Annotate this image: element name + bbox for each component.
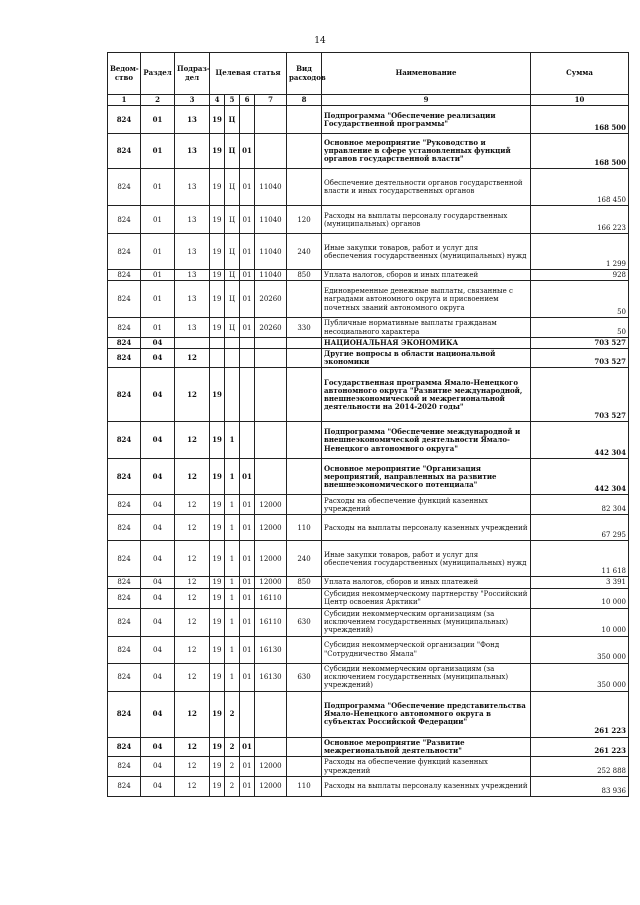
cell-subsection: 12 xyxy=(175,495,210,515)
cell-section: 04 xyxy=(141,636,175,663)
table-row xyxy=(108,541,629,577)
cell-program: 19 xyxy=(210,234,225,270)
cell-section: 04 xyxy=(141,608,175,636)
cell-name: Основное мероприятие "Развитие межрегиональной деятельности" xyxy=(322,737,531,756)
cell-subsection: 12 xyxy=(175,541,210,577)
cell-name: Единовременные денежные выплаты, связанные с наградами автономного округа и присвоением почетных званий автономного округа xyxy=(322,281,531,318)
cell-subsection: 12 xyxy=(175,459,210,495)
cell-program: 19 xyxy=(210,270,225,281)
col-number: 2 xyxy=(141,95,175,106)
cell-event: 01 xyxy=(240,608,255,636)
cell-subprogram xyxy=(225,349,240,368)
cell-expense-type xyxy=(287,349,322,368)
table-row xyxy=(108,318,629,337)
cell-event: 01 xyxy=(240,495,255,515)
cell-program: 19 xyxy=(210,577,225,588)
cell-subprogram: 1 xyxy=(225,588,240,608)
cell-sum: 168 500 xyxy=(531,106,629,134)
cell-section: 04 xyxy=(141,757,175,777)
cell-section: 04 xyxy=(141,337,175,348)
cell-subprogram: 1 xyxy=(225,608,240,636)
table-row xyxy=(108,777,629,797)
cell-direction xyxy=(255,422,287,459)
cell-department: 824 xyxy=(108,777,141,797)
cell-subprogram: 2 xyxy=(225,757,240,777)
cell-section: 04 xyxy=(141,737,175,756)
cell-program: 19 xyxy=(210,777,225,797)
cell-name: Иные закупки товаров, работ и услуг для обеспечения государственных (муниципальных) нужд xyxy=(322,541,531,577)
table-row xyxy=(108,588,629,608)
cell-name: Подпрограмма "Обеспечение представительства Ямало-Ненецкого автономного округа в субъектах Российской Федерации" xyxy=(322,691,531,737)
cell-sum: 350 000 xyxy=(531,663,629,691)
cell-subsection: 12 xyxy=(175,691,210,737)
cell-subprogram: 1 xyxy=(225,515,240,541)
cell-section: 04 xyxy=(141,422,175,459)
cell-sum: 50 xyxy=(531,281,629,318)
header-department: Ведом-ство xyxy=(108,53,141,95)
cell-event: 01 xyxy=(240,577,255,588)
cell-department: 824 xyxy=(108,368,141,422)
cell-section: 04 xyxy=(141,368,175,422)
cell-name: Обеспечение деятельности органов государственной власти и иных государственных органов xyxy=(322,169,531,206)
cell-subprogram xyxy=(225,337,240,348)
table-row xyxy=(108,106,629,134)
cell-expense-type xyxy=(287,459,322,495)
cell-name: Расходы на выплаты персоналу казенных учреждений xyxy=(322,777,531,797)
cell-event: 01 xyxy=(240,234,255,270)
cell-sum: 50 xyxy=(531,318,629,337)
table-row xyxy=(108,422,629,459)
cell-program: 19 xyxy=(210,757,225,777)
cell-subprogram: Ц xyxy=(225,281,240,318)
cell-expense-type xyxy=(287,495,322,515)
cell-sum: 10 000 xyxy=(531,588,629,608)
cell-direction: 16130 xyxy=(255,663,287,691)
cell-expense-type: 120 xyxy=(287,206,322,234)
cell-expense-type xyxy=(287,757,322,777)
cell-subsection: 12 xyxy=(175,636,210,663)
col-number: 9 xyxy=(322,95,531,106)
cell-name: Другие вопросы в области национальной экономики xyxy=(322,349,531,368)
cell-direction xyxy=(255,349,287,368)
cell-section: 01 xyxy=(141,106,175,134)
table-row xyxy=(108,691,629,737)
cell-direction: 16110 xyxy=(255,588,287,608)
cell-expense-type: 110 xyxy=(287,515,322,541)
cell-section: 04 xyxy=(141,515,175,541)
cell-name: Субсидия некоммерческой организации "Фонд "Сотрудничество Ямала" xyxy=(322,636,531,663)
table-row xyxy=(108,281,629,318)
header-subsection: Подраз-дел xyxy=(175,53,210,95)
cell-event xyxy=(240,349,255,368)
cell-expense-type xyxy=(287,368,322,422)
cell-expense-type: 240 xyxy=(287,541,322,577)
cell-direction: 11040 xyxy=(255,234,287,270)
table-row xyxy=(108,757,629,777)
cell-section: 01 xyxy=(141,169,175,206)
cell-program: 19 xyxy=(210,737,225,756)
cell-name: Основное мероприятие "Организация мероприятий, направленных на развитие внешнеэкономического потенциала" xyxy=(322,459,531,495)
cell-department: 824 xyxy=(108,169,141,206)
cell-direction xyxy=(255,691,287,737)
cell-subsection: 12 xyxy=(175,663,210,691)
cell-direction: 20260 xyxy=(255,318,287,337)
cell-event: 01 xyxy=(240,515,255,541)
cell-direction: 20260 xyxy=(255,281,287,318)
cell-subsection: 12 xyxy=(175,368,210,422)
cell-expense-type: 630 xyxy=(287,663,322,691)
cell-program: 19 xyxy=(210,206,225,234)
cell-subsection: 13 xyxy=(175,318,210,337)
cell-subsection xyxy=(175,337,210,348)
table-row xyxy=(108,495,629,515)
cell-event xyxy=(240,106,255,134)
cell-program: 19 xyxy=(210,169,225,206)
cell-section: 04 xyxy=(141,691,175,737)
cell-sum: 168 450 xyxy=(531,169,629,206)
cell-department: 824 xyxy=(108,459,141,495)
cell-name: Субсидии некоммерческим организациям (за исключением государственных (муниципальных) учреждений) xyxy=(322,663,531,691)
table-row xyxy=(108,349,629,368)
cell-subsection: 13 xyxy=(175,270,210,281)
cell-program xyxy=(210,337,225,348)
cell-subprogram: Ц xyxy=(225,134,240,169)
cell-event: 01 xyxy=(240,318,255,337)
cell-direction: 11040 xyxy=(255,270,287,281)
cell-department: 824 xyxy=(108,134,141,169)
cell-name: Расходы на обеспечение функций казенных учреждений xyxy=(322,757,531,777)
header-expense-type: Вид расходов xyxy=(287,53,322,95)
cell-subsection: 13 xyxy=(175,281,210,318)
cell-direction: 12000 xyxy=(255,777,287,797)
col-number: 8 xyxy=(287,95,322,106)
col-number: 4 xyxy=(210,95,225,106)
cell-section: 04 xyxy=(141,349,175,368)
cell-sum: 1 299 xyxy=(531,234,629,270)
cell-expense-type xyxy=(287,169,322,206)
cell-event: 01 xyxy=(240,737,255,756)
cell-department: 824 xyxy=(108,234,141,270)
cell-event: 01 xyxy=(240,663,255,691)
cell-direction: 11040 xyxy=(255,169,287,206)
col-number: 5 xyxy=(225,95,240,106)
cell-department: 824 xyxy=(108,577,141,588)
cell-name: Уплата налогов, сборов и иных платежей xyxy=(322,577,531,588)
cell-program: 19 xyxy=(210,515,225,541)
cell-sum: 83 936 xyxy=(531,777,629,797)
cell-event xyxy=(240,422,255,459)
cell-event: 01 xyxy=(240,281,255,318)
cell-name: Публичные нормативные выплаты гражданам несоциального характера xyxy=(322,318,531,337)
cell-subprogram: Ц xyxy=(225,206,240,234)
cell-sum: 928 xyxy=(531,270,629,281)
cell-department: 824 xyxy=(108,691,141,737)
cell-expense-type xyxy=(287,737,322,756)
cell-department: 824 xyxy=(108,541,141,577)
cell-sum: 11 618 xyxy=(531,541,629,577)
cell-sum: 10 000 xyxy=(531,608,629,636)
cell-subprogram: 1 xyxy=(225,636,240,663)
cell-event: 01 xyxy=(240,206,255,234)
cell-expense-type: 850 xyxy=(287,270,322,281)
table-row xyxy=(108,206,629,234)
cell-expense-type xyxy=(287,422,322,459)
cell-subprogram: 1 xyxy=(225,663,240,691)
col-number: 1 xyxy=(108,95,141,106)
cell-event xyxy=(240,368,255,422)
cell-subprogram xyxy=(225,368,240,422)
table-row xyxy=(108,737,629,756)
table-row xyxy=(108,234,629,270)
cell-department: 824 xyxy=(108,757,141,777)
cell-department: 824 xyxy=(108,206,141,234)
cell-department: 824 xyxy=(108,608,141,636)
cell-department: 824 xyxy=(108,337,141,348)
header-sum: Сумма xyxy=(531,53,629,95)
col-number: 7 xyxy=(255,95,287,106)
table-row xyxy=(108,636,629,663)
cell-expense-type xyxy=(287,636,322,663)
cell-program xyxy=(210,349,225,368)
cell-department: 824 xyxy=(108,663,141,691)
cell-event: 01 xyxy=(240,777,255,797)
cell-section: 01 xyxy=(141,270,175,281)
cell-subsection: 13 xyxy=(175,169,210,206)
col-number: 6 xyxy=(240,95,255,106)
cell-subprogram: Ц xyxy=(225,106,240,134)
cell-subprogram: 1 xyxy=(225,459,240,495)
header-section: Раздел xyxy=(141,53,175,95)
cell-section: 01 xyxy=(141,234,175,270)
cell-program: 19 xyxy=(210,495,225,515)
cell-direction xyxy=(255,459,287,495)
cell-subsection: 13 xyxy=(175,234,210,270)
cell-section: 04 xyxy=(141,495,175,515)
col-number: 3 xyxy=(175,95,210,106)
cell-expense-type: 240 xyxy=(287,234,322,270)
cell-expense-type xyxy=(287,337,322,348)
cell-direction: 12000 xyxy=(255,757,287,777)
cell-program: 19 xyxy=(210,422,225,459)
cell-subprogram: Ц xyxy=(225,270,240,281)
cell-subsection: 12 xyxy=(175,737,210,756)
cell-event xyxy=(240,691,255,737)
cell-subprogram: 1 xyxy=(225,422,240,459)
cell-department: 824 xyxy=(108,495,141,515)
table-row xyxy=(108,577,629,588)
col-number: 10 xyxy=(531,95,629,106)
cell-subprogram: 2 xyxy=(225,777,240,797)
cell-event: 01 xyxy=(240,757,255,777)
cell-name: Подпрограмма "Обеспечение международной и внешнеэкономической деятельности Ямало-Ненецкого автономного округа" xyxy=(322,422,531,459)
cell-name: Субсидия некоммерческому партнерству "Российский Центр освоения Арктики" xyxy=(322,588,531,608)
cell-program: 19 xyxy=(210,541,225,577)
cell-subprogram: 2 xyxy=(225,691,240,737)
cell-program: 19 xyxy=(210,608,225,636)
cell-subprogram: Ц xyxy=(225,318,240,337)
cell-program: 19 xyxy=(210,691,225,737)
cell-expense-type: 330 xyxy=(287,318,322,337)
cell-event: 01 xyxy=(240,459,255,495)
table-row xyxy=(108,337,629,348)
table-body xyxy=(108,106,629,797)
cell-program: 19 xyxy=(210,368,225,422)
cell-name: Уплата налогов, сборов и иных платежей xyxy=(322,270,531,281)
cell-subsection: 13 xyxy=(175,206,210,234)
cell-sum: 261 223 xyxy=(531,691,629,737)
cell-department: 824 xyxy=(108,349,141,368)
cell-direction: 12000 xyxy=(255,495,287,515)
cell-sum: 442 304 xyxy=(531,459,629,495)
table-row xyxy=(108,169,629,206)
cell-name: Иные закупки товаров, работ и услуг для обеспечения государственных (муниципальных) нужд xyxy=(322,234,531,270)
cell-subprogram: 2 xyxy=(225,737,240,756)
cell-subsection: 12 xyxy=(175,422,210,459)
cell-sum: 252 888 xyxy=(531,757,629,777)
cell-section: 04 xyxy=(141,577,175,588)
cell-sum: 168 500 xyxy=(531,134,629,169)
cell-department: 824 xyxy=(108,515,141,541)
cell-subprogram: Ц xyxy=(225,169,240,206)
cell-department: 824 xyxy=(108,106,141,134)
cell-section: 04 xyxy=(141,663,175,691)
cell-program: 19 xyxy=(210,636,225,663)
cell-section: 04 xyxy=(141,777,175,797)
cell-direction: 12000 xyxy=(255,541,287,577)
header-row xyxy=(108,53,629,95)
cell-subprogram: 1 xyxy=(225,577,240,588)
page-number: 14 xyxy=(314,36,326,46)
cell-department: 824 xyxy=(108,737,141,756)
cell-expense-type xyxy=(287,134,322,169)
cell-subprogram: 1 xyxy=(225,495,240,515)
cell-sum: 261 223 xyxy=(531,737,629,756)
cell-subprogram: Ц xyxy=(225,234,240,270)
cell-sum: 442 304 xyxy=(531,422,629,459)
cell-expense-type: 850 xyxy=(287,577,322,588)
cell-direction: 11040 xyxy=(255,206,287,234)
cell-subsection: 12 xyxy=(175,777,210,797)
cell-department: 824 xyxy=(108,281,141,318)
cell-event: 01 xyxy=(240,270,255,281)
cell-section: 01 xyxy=(141,206,175,234)
cell-section: 01 xyxy=(141,318,175,337)
cell-department: 824 xyxy=(108,588,141,608)
cell-department: 824 xyxy=(108,636,141,663)
cell-sum: 703 527 xyxy=(531,349,629,368)
cell-program: 19 xyxy=(210,134,225,169)
cell-program: 19 xyxy=(210,588,225,608)
cell-section: 04 xyxy=(141,588,175,608)
cell-name: Расходы на обеспечение функций казенных учреждений xyxy=(322,495,531,515)
cell-department: 824 xyxy=(108,270,141,281)
cell-name: Расходы на выплаты персоналу государственных (муниципальных) органов xyxy=(322,206,531,234)
cell-program: 19 xyxy=(210,318,225,337)
cell-section: 01 xyxy=(141,281,175,318)
cell-expense-type xyxy=(287,588,322,608)
cell-name: Подпрограмма "Обеспечение реализации Государственной программы" xyxy=(322,106,531,134)
cell-direction: 12000 xyxy=(255,577,287,588)
cell-sum: 3 391 xyxy=(531,577,629,588)
table-row xyxy=(108,134,629,169)
cell-sum: 82 304 xyxy=(531,495,629,515)
cell-department: 824 xyxy=(108,422,141,459)
cell-event: 01 xyxy=(240,636,255,663)
cell-sum: 166 223 xyxy=(531,206,629,234)
cell-section: 01 xyxy=(141,134,175,169)
cell-direction xyxy=(255,368,287,422)
cell-direction xyxy=(255,737,287,756)
cell-sum: 67 295 xyxy=(531,515,629,541)
cell-expense-type xyxy=(287,281,322,318)
cell-direction: 16130 xyxy=(255,636,287,663)
cell-expense-type xyxy=(287,106,322,134)
cell-event: 01 xyxy=(240,541,255,577)
cell-sum: 703 527 xyxy=(531,337,629,348)
cell-name: Расходы на выплаты персоналу казенных учреждений xyxy=(322,515,531,541)
cell-direction: 12000 xyxy=(255,515,287,541)
cell-subsection: 12 xyxy=(175,515,210,541)
cell-subsection: 13 xyxy=(175,134,210,169)
cell-expense-type: 110 xyxy=(287,777,322,797)
table-row xyxy=(108,270,629,281)
table-row xyxy=(108,368,629,422)
cell-direction xyxy=(255,106,287,134)
cell-sum: 350 000 xyxy=(531,636,629,663)
cell-expense-type xyxy=(287,691,322,737)
cell-subsection: 12 xyxy=(175,757,210,777)
cell-event: 01 xyxy=(240,169,255,206)
cell-program: 19 xyxy=(210,106,225,134)
header-name: Наименование xyxy=(322,53,531,95)
header-target-article: Целевая статья xyxy=(210,53,287,95)
cell-event: 01 xyxy=(240,134,255,169)
cell-subsection: 12 xyxy=(175,588,210,608)
cell-sum: 703 527 xyxy=(531,368,629,422)
budget-table xyxy=(107,52,629,797)
cell-direction xyxy=(255,337,287,348)
cell-subprogram: 1 xyxy=(225,541,240,577)
cell-program: 19 xyxy=(210,663,225,691)
cell-program: 19 xyxy=(210,281,225,318)
cell-expense-type: 630 xyxy=(287,608,322,636)
table-row xyxy=(108,459,629,495)
cell-subsection: 12 xyxy=(175,577,210,588)
cell-subsection: 12 xyxy=(175,349,210,368)
table-row xyxy=(108,663,629,691)
table-row xyxy=(108,515,629,541)
cell-name: НАЦИОНАЛЬНАЯ ЭКОНОМИКА xyxy=(322,337,531,348)
cell-program: 19 xyxy=(210,459,225,495)
cell-name: Основное мероприятие "Руководство и управление в сфере установленных функций органов государственной власти" xyxy=(322,134,531,169)
cell-section: 04 xyxy=(141,459,175,495)
cell-name: Субсидии некоммерческим организациям (за исключением государственных (муниципальных) учреждений) xyxy=(322,608,531,636)
cell-department: 824 xyxy=(108,318,141,337)
cell-name: Государственная программа Ямало-Ненецкого автономного округа "Развитие международной, внешнеэкономической и межрегиональной деятельности на 2014-2020 годы" xyxy=(322,368,531,422)
cell-direction: 16110 xyxy=(255,608,287,636)
table-row xyxy=(108,608,629,636)
column-numbers-row xyxy=(108,95,629,106)
cell-subsection: 13 xyxy=(175,106,210,134)
cell-event: 01 xyxy=(240,588,255,608)
cell-direction xyxy=(255,134,287,169)
cell-subsection: 12 xyxy=(175,608,210,636)
cell-event xyxy=(240,337,255,348)
cell-section: 04 xyxy=(141,541,175,577)
